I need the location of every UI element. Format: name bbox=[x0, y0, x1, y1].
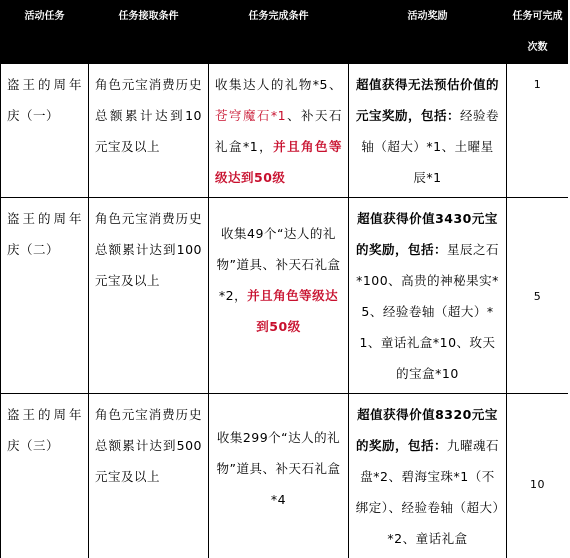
complete-level-requirement: 并且角色等级达到50级 bbox=[247, 288, 339, 334]
complete-condition bbox=[209, 394, 348, 519]
header-accept-label: 任务接取条件 bbox=[118, 11, 179, 22]
header-reward bbox=[349, 1, 507, 64]
reward-headline: 超值获得无法预估价值的元宝奖励，包括： bbox=[355, 77, 499, 123]
header-task-label: 活动任务 bbox=[24, 11, 65, 22]
cell-accept bbox=[89, 198, 209, 394]
task-name: 盗王的周年庆（二） bbox=[7, 211, 82, 257]
complete-condition bbox=[209, 64, 348, 197]
header-times bbox=[507, 1, 569, 64]
complete-text: 收集299个“达人的礼物”道具、补天石礼盒*4 bbox=[216, 430, 341, 507]
times-value: 5 bbox=[533, 289, 542, 303]
cell-complete bbox=[209, 64, 349, 198]
cell-reward bbox=[349, 198, 507, 394]
reward-description bbox=[349, 198, 506, 393]
reward-items: 星辰之石*100、高贵的神秘果实*5、经验卷轴（超大）*1、童话礼盒*10、玫天的宝盒*10 bbox=[356, 242, 500, 381]
cell-task bbox=[1, 64, 89, 198]
times-value: 1 bbox=[533, 78, 542, 91]
task-name: 盗王的周年庆（三） bbox=[7, 407, 82, 453]
complete-level-requirement: 并且角色等级达到50级 bbox=[215, 139, 342, 185]
accept-condition: 角色元宝消费历史总额累计达到100元宝及以上 bbox=[95, 211, 202, 288]
header-reward-label: 活动奖励 bbox=[407, 11, 448, 22]
cell-times bbox=[507, 64, 569, 198]
header-complete-condition bbox=[209, 1, 349, 64]
task-name: 盗王的周年庆（一） bbox=[7, 77, 82, 123]
cell-task bbox=[1, 198, 89, 394]
cell-complete bbox=[209, 394, 349, 558]
reward-headline: 超值获得价值8320元宝的奖励，包括： bbox=[355, 407, 498, 453]
table-header-row bbox=[1, 1, 569, 64]
reward-items: 九曜魂石盘*2、碧海宝珠*1（不绑定）、经验卷轴（超大）*2、童话礼盒 bbox=[355, 438, 500, 546]
reward-description bbox=[349, 64, 506, 197]
header-complete-label: 任务完成条件 bbox=[248, 11, 309, 22]
cell-reward bbox=[349, 394, 507, 558]
cell-task bbox=[1, 394, 89, 558]
reward-items: 经验卷轴（超大）*1、土曜星辰*1 bbox=[361, 108, 500, 185]
table-row bbox=[1, 394, 569, 558]
accept-condition: 角色元宝消费历史总额累计达到500元宝及以上 bbox=[95, 407, 202, 484]
cell-reward bbox=[349, 64, 507, 198]
reward-headline: 超值获得价值3430元宝的奖励，包括： bbox=[355, 211, 498, 257]
complete-highlight-item: 苍穹魔石*1 bbox=[215, 108, 287, 123]
complete-text: 收集达人的礼物*5、 bbox=[215, 77, 342, 92]
cell-accept bbox=[89, 394, 209, 558]
accept-condition: 角色元宝消费历史总额累计达到10元宝及以上 bbox=[95, 77, 202, 154]
reward-description bbox=[349, 394, 506, 558]
complete-condition bbox=[209, 198, 348, 346]
cell-accept bbox=[89, 64, 209, 198]
cell-complete bbox=[209, 198, 349, 394]
header-accept-condition bbox=[89, 1, 209, 64]
times-value: 10 bbox=[530, 477, 545, 491]
cell-times bbox=[507, 198, 569, 394]
table-row bbox=[1, 198, 569, 394]
cell-times bbox=[507, 394, 569, 558]
complete-text-cont: 、补天石礼盒*1， bbox=[215, 108, 342, 154]
complete-text: 收集49个“达人的礼物”道具、补天石礼盒*2， bbox=[216, 226, 341, 303]
table-row bbox=[1, 64, 569, 198]
header-times-label: 任务可完成次数 bbox=[512, 11, 563, 53]
header-task bbox=[1, 1, 89, 64]
